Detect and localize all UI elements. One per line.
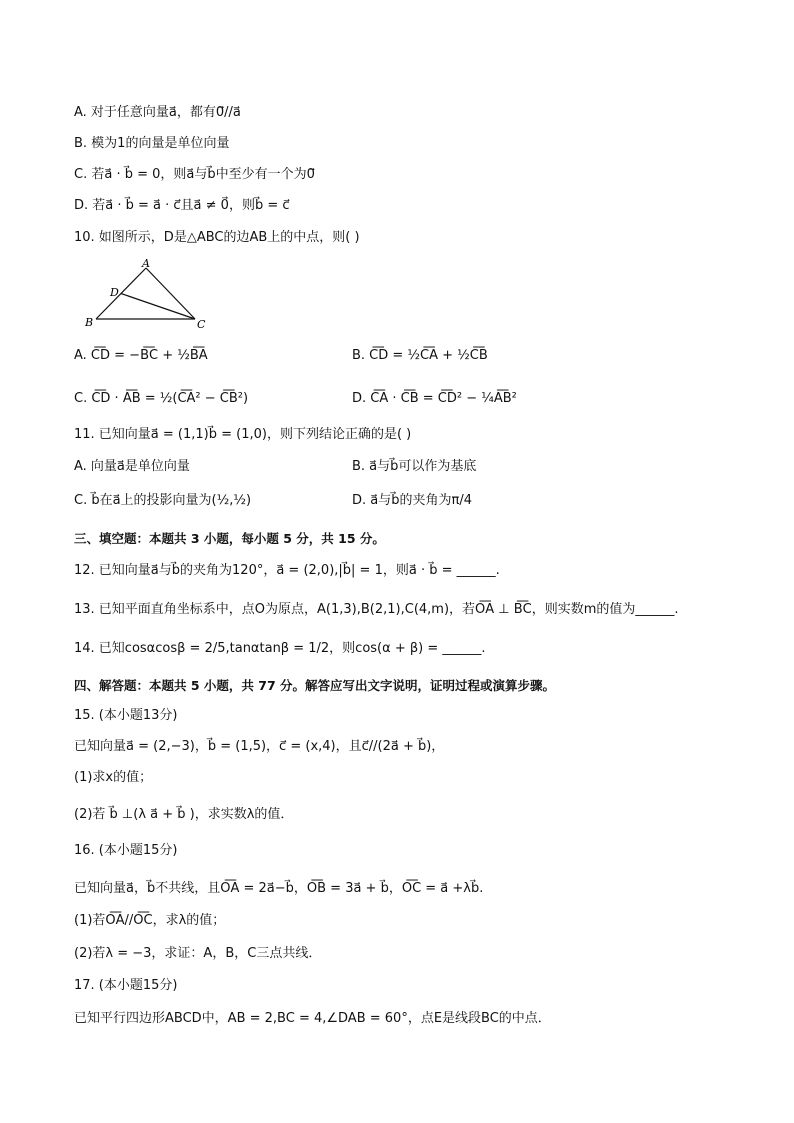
q9-option-c: C. 若a⃗ · b⃗ = 0，则a⃗与b⃗中至少有一个为0⃗ bbox=[74, 167, 315, 182]
section-3-heading: 三、填空题：本题共 3 小题，每小题 5 分，共 15 分。 bbox=[74, 531, 385, 546]
q11-option-d: D. a⃗与b⃗的夹角为π/4 bbox=[352, 493, 472, 508]
side-ac bbox=[146, 268, 195, 319]
section-4-heading: 四、解答题：本题共 5 小题，共 77 分。解答应写出文字说明，证明过程或演算步骤。 bbox=[74, 678, 556, 693]
q10-stem: 10. 如图所示，D是△ABC的边AB上的中点，则( ) bbox=[74, 230, 360, 245]
q16-heading: 16. (本小题15分) bbox=[74, 843, 178, 858]
q9-option-d: D. 若a⃗ · b⃗ = a⃗ · c⃗且a⃗ ≠ 0⃗，则b⃗ = c⃗ bbox=[74, 198, 290, 213]
q14: 14. 已知cosαcosβ = 2/5,tanαtanβ = 1/2，则cos(α + β) = ______. bbox=[74, 641, 486, 656]
q15-stem: 已知向量a⃗ = (2,−3)，b⃗ = (1,5)，c⃗ = (x,4)，且c⃗//(2a⃗ + b⃗)， bbox=[74, 739, 445, 754]
q15-part-2: (2)若 b⃗ ⊥(λ a⃗ + b⃗ )，求实数λ的值． bbox=[74, 807, 294, 822]
q10-option-a: A. C͞D = −B͞C + ½B͞A bbox=[74, 348, 208, 363]
q9-option-b: B. 模为1的向量是单位向量 bbox=[74, 136, 230, 151]
q10-option-b: B. C͞D = ½C͞A + ½C͞B bbox=[352, 348, 488, 363]
q10-option-d: D. C͞A · C͞B = C͞D² − ¼A͞B² bbox=[352, 391, 517, 406]
q17-stem: 已知平行四边形ABCD中，AB = 2,BC = 4,∠DAB = 60°，点E是线段BC的中点． bbox=[74, 1011, 551, 1026]
vertex-label-b: B bbox=[85, 316, 94, 329]
q11-option-b: B. a⃗与b⃗可以作为基底 bbox=[352, 459, 477, 474]
q16-part-1: (1)若O͞A//O͞C，求λ的值； bbox=[74, 913, 226, 928]
q9-option-a: A. 对于任意向量a⃗，都有0⃗//a⃗ bbox=[74, 105, 241, 120]
q16-stem: 已知向量a⃗，b⃗不共线，且O͞A = 2a⃗−b⃗，O͞B = 3a⃗ + b⃗，O͞C = a⃗ +λb⃗. bbox=[74, 881, 484, 896]
vertex-label-a: A bbox=[142, 257, 150, 270]
q11-stem: 11. 已知向量a⃗ = (1,1)b⃗ = (1,0)，则下列结论正确的是( ) bbox=[74, 427, 412, 442]
q12: 12. 已知向量a⃗与b⃗的夹角为120°，a⃗ = (2,0),|b⃗| = 1，则a⃗ · b⃗ = ______. bbox=[74, 563, 500, 578]
q15-heading: 15. (本小题13分) bbox=[74, 708, 178, 723]
segment-cd bbox=[121, 294, 195, 320]
q10-option-c: C. C͞D · A͞B = ½(C͞A² − C͞B²) bbox=[74, 391, 249, 406]
q13: 13. 已知平面直角坐标系中，点O为原点，A(1,3),B(2,1),C(4,m)，若O͞A ⊥ B͞C，则实数m的值为______. bbox=[74, 602, 679, 617]
q11-option-c: C. b⃗在a⃗上的投影向量为(½,½) bbox=[74, 493, 252, 508]
q16-part-2: (2)若λ = −3，求证：A，B，C三点共线． bbox=[74, 946, 322, 961]
vertex-label-d: D bbox=[110, 286, 119, 299]
q11-option-a: A. 向量a⃗是单位向量 bbox=[74, 459, 190, 474]
q17-heading: 17. (本小题15分) bbox=[74, 978, 178, 993]
triangle-figure bbox=[82, 256, 212, 334]
q15-part-1: (1)求x的值； bbox=[74, 770, 153, 785]
vertex-label-c: C bbox=[197, 318, 206, 331]
